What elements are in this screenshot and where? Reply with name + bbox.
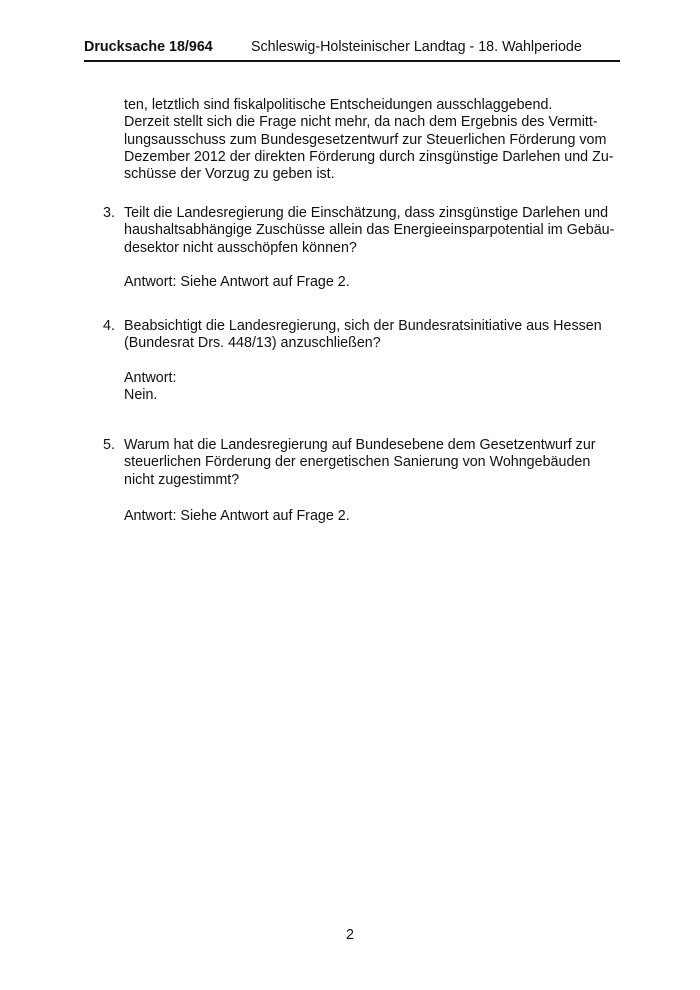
answer-4 bbox=[124, 370, 176, 405]
paragraph-line: Derzeit stellt sich die Frage nicht mehr, da nach dem Ergebnis des Vermitt- bbox=[124, 114, 598, 131]
question-3-number: 3. bbox=[103, 205, 115, 221]
question-line: haushaltsabhängige Zuschüsse allein das Energieeinsparpotential im Gebäu- bbox=[124, 222, 615, 239]
question-line: Beabsichtigt die Landesregierung, sich der Bundesratsinitiative aus Hessen bbox=[124, 318, 602, 334]
answer-line: Antwort: bbox=[124, 370, 177, 386]
answer-line: Antwort: Siehe Antwort auf Frage 2. bbox=[124, 274, 350, 290]
question-4-text bbox=[124, 318, 602, 353]
question-5 bbox=[103, 437, 596, 489]
question-line: (Bundesrat Drs. 448/13) anzuschließen? bbox=[124, 335, 381, 352]
question-3 bbox=[103, 205, 614, 257]
answer-3 bbox=[124, 274, 350, 291]
question-line: steuerlichen Förderung der energetischen Sanierung von Wohngebäuden bbox=[124, 454, 591, 471]
question-5-text bbox=[124, 437, 596, 489]
paragraph-line: ten, letztlich sind fiskalpolitische Entscheidungen ausschlaggebend. bbox=[124, 97, 553, 113]
question-line: desektor nicht ausschöpfen können? bbox=[124, 239, 357, 256]
question-4 bbox=[103, 318, 602, 353]
answer-5 bbox=[124, 508, 350, 525]
answer-line: Antwort: Siehe Antwort auf Frage 2. bbox=[124, 508, 350, 524]
page-number: 2 bbox=[346, 927, 354, 943]
paragraph-line: lungsausschuss zum Bundesgesetzentwurf zur Steuerlichen Förderung vom bbox=[124, 131, 607, 148]
doc-number: Drucksache 18/964 bbox=[84, 39, 213, 55]
question-line: Teilt die Landesregierung die Einschätzung, dass zinsgünstige Darlehen und bbox=[124, 205, 609, 221]
answer-line: Nein. bbox=[124, 387, 158, 404]
paragraph-line: Dezember 2012 der direkten Förderung durch zinsgünstige Darlehen und Zu- bbox=[124, 148, 614, 165]
header-title: Schleswig-Holsteinischer Landtag - 18. Wahlperiode bbox=[250, 39, 582, 55]
question-5-number: 5. bbox=[103, 437, 115, 453]
intro-paragraph bbox=[124, 97, 614, 183]
question-line: nicht zugestimmt? bbox=[124, 471, 240, 488]
page-header bbox=[84, 39, 620, 56]
paragraph-line: schüsse der Vorzug zu geben ist. bbox=[124, 166, 335, 183]
question-4-number: 4. bbox=[103, 318, 115, 334]
page-footer bbox=[0, 927, 700, 944]
question-3-text bbox=[124, 205, 614, 257]
header-rule bbox=[84, 60, 620, 62]
question-line: Warum hat die Landesregierung auf Bundesebene dem Gesetzentwurf zur bbox=[124, 437, 596, 453]
